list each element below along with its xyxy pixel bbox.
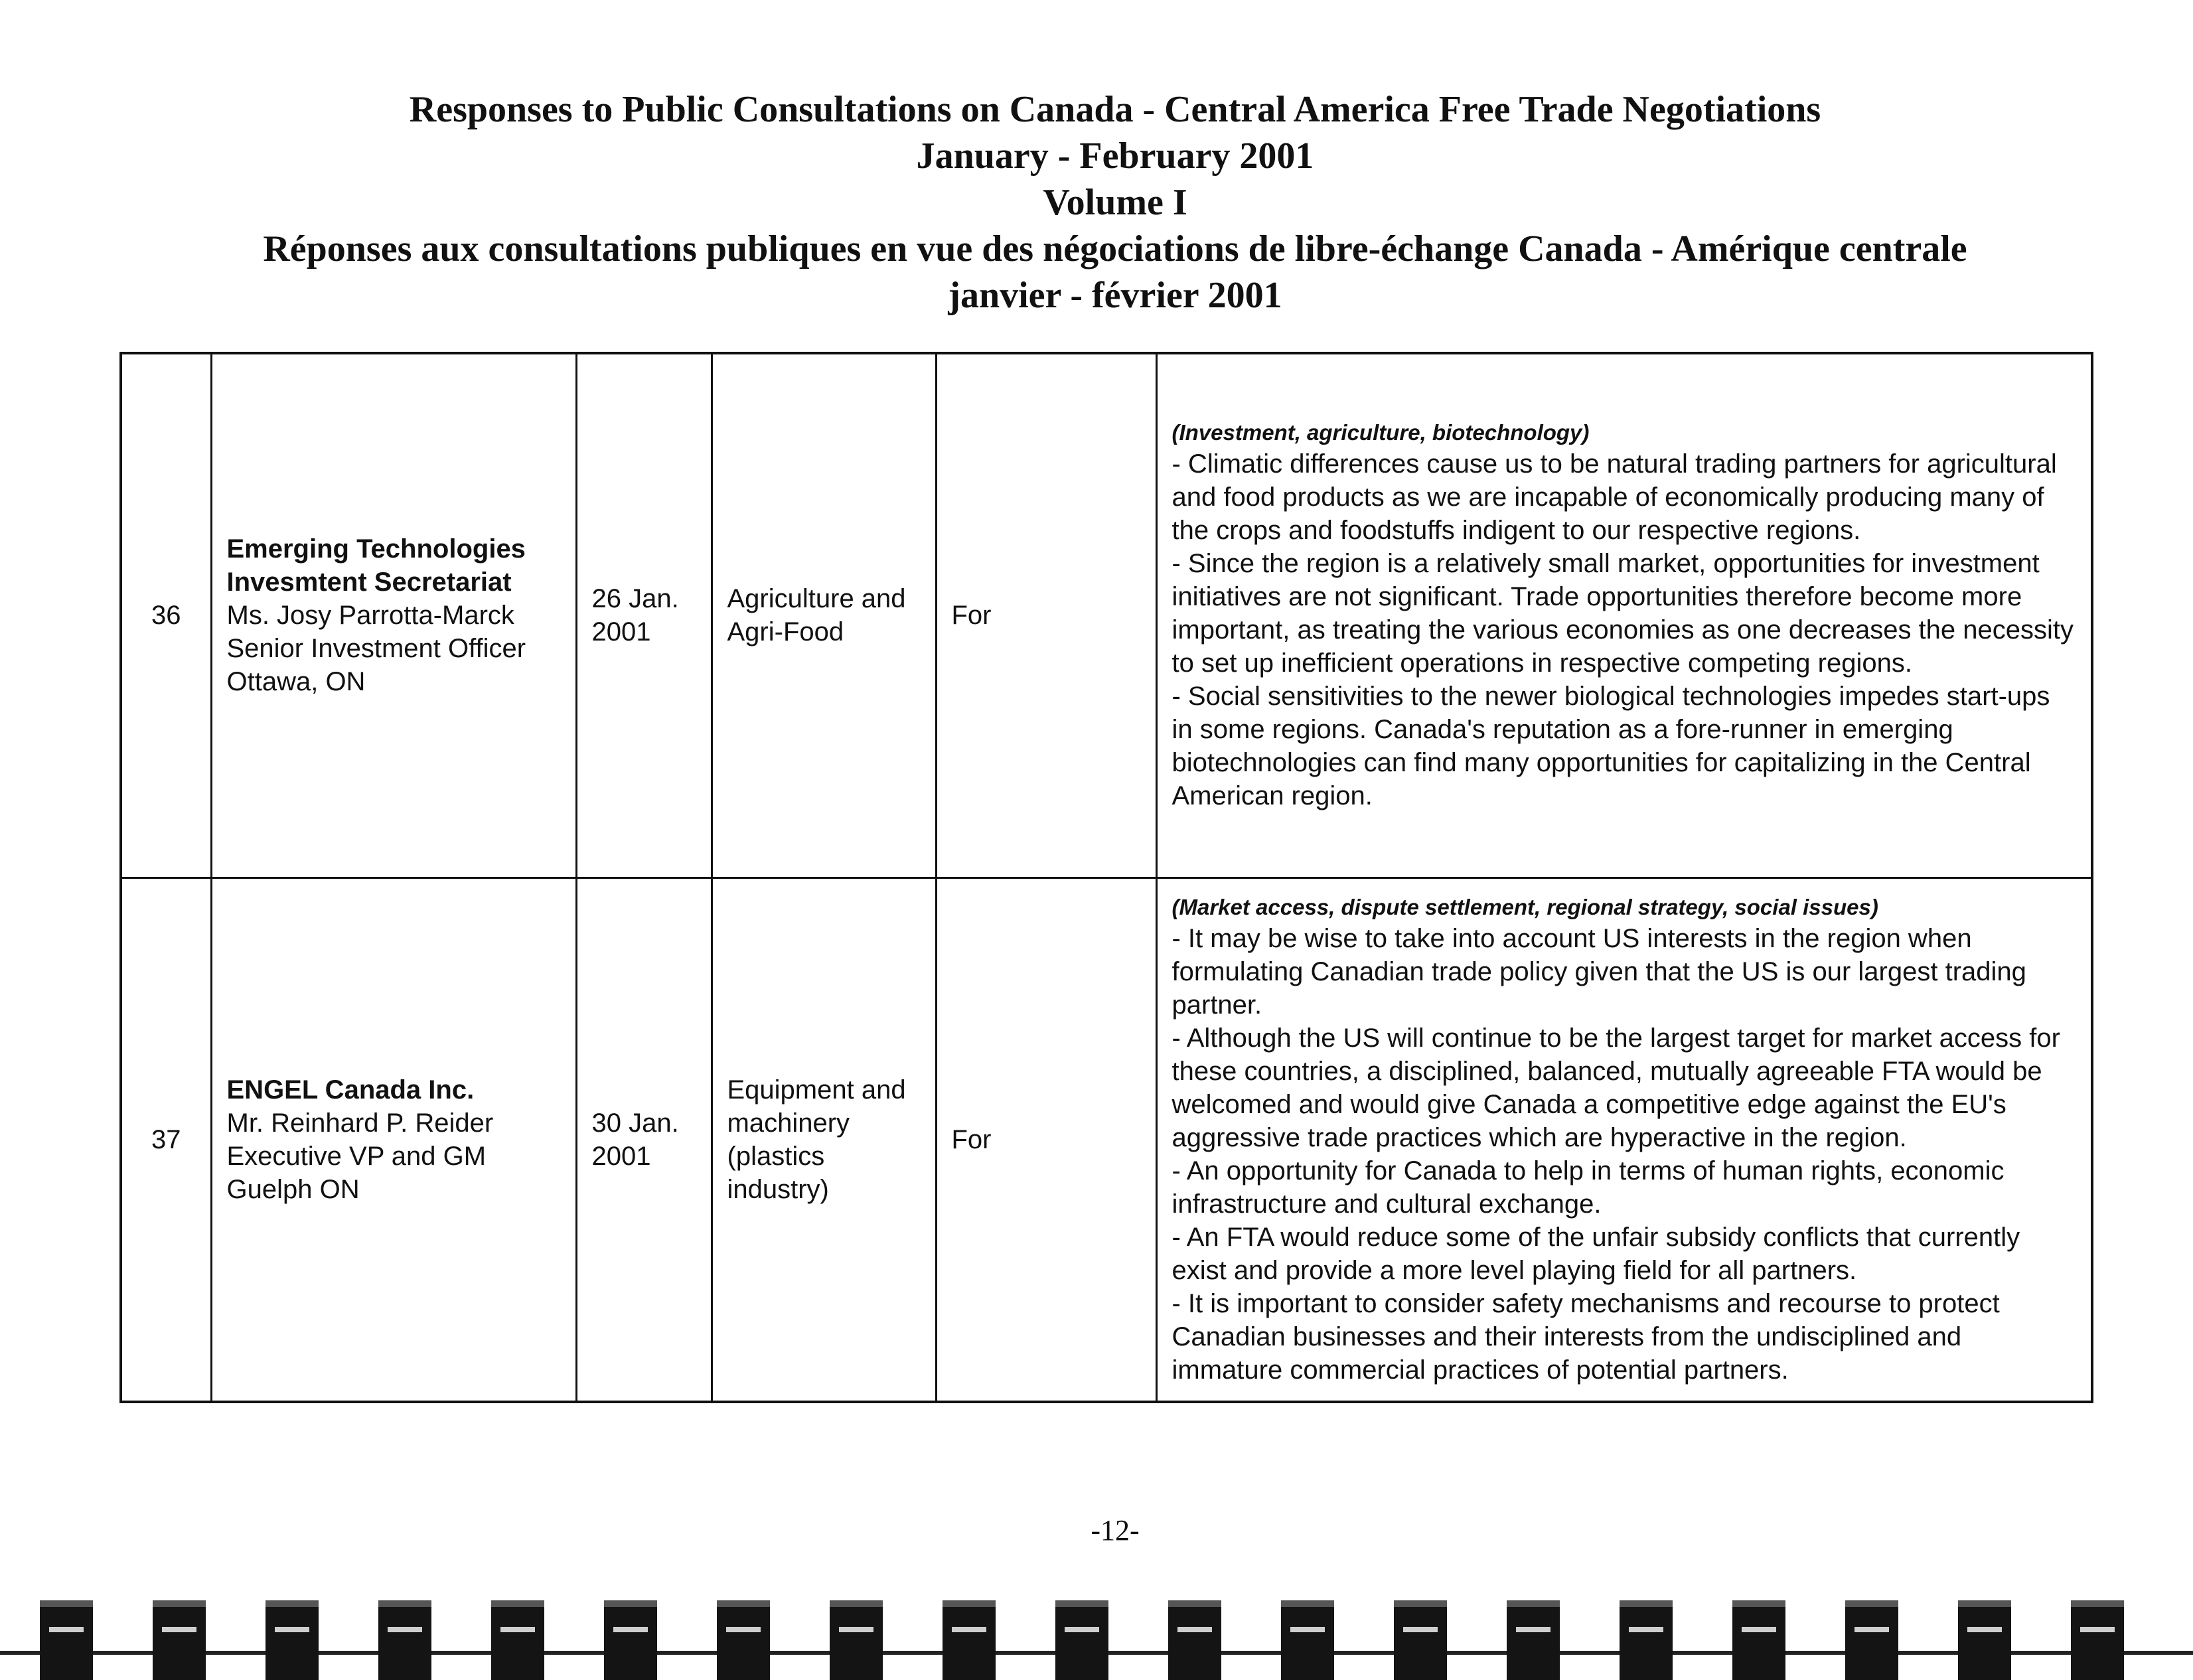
organization-name: Emerging Technologies Invesmtent Secretariat	[226, 534, 526, 597]
comment-point: - Climatic differences cause us to be natural trading partners for agricultural and food products as we are incapable of economically producing many of the crops and foodstuffs indigent to our respective regions.	[1172, 449, 2057, 546]
submission-date: 30 Jan. 2001	[576, 878, 712, 1402]
binding-ring	[830, 1600, 883, 1680]
comments-cell	[1156, 353, 2092, 878]
binding-ring	[1055, 1600, 1108, 1680]
binding-ring	[1168, 1600, 1221, 1680]
comment-point: - Social sensitivities to the newer biological technologies impedes start-ups in some regions. Canada's reputation as a fore-runner in emerging biotechnologies can find many opportunities for capitalizing in the Central American region.	[1172, 682, 2050, 811]
row-number: 36	[121, 353, 211, 878]
topics-label: (Investment, agriculture, biotechnology)	[1172, 420, 1590, 445]
volume-label: Volume I	[1043, 182, 1187, 223]
binding-ring	[491, 1600, 544, 1680]
binding-ring	[2071, 1600, 2124, 1680]
topics-label: (Market access, dispute settlement, regional strategy, social issues)	[1172, 894, 1878, 919]
comment-point: - It may be wise to take into account US interests in the region when formulating Canadian trade policy given that the US is our largest trading partner.	[1172, 923, 2026, 1020]
contact-title: Executive VP and GM	[226, 1141, 487, 1171]
comment-point: - An FTA would reduce some of the unfair subsidy conflicts that currently exist and provide a more level playing field for all partners.	[1172, 1222, 2020, 1285]
comments-cell	[1156, 878, 2092, 1402]
binding-ring	[1620, 1600, 1673, 1680]
contact-location: Guelph ON	[226, 1174, 360, 1204]
binding-ring	[604, 1600, 657, 1680]
binding-ring	[1281, 1600, 1334, 1680]
binding-ring	[717, 1600, 770, 1680]
comment-point: - An opportunity for Canada to help in terms of human rights, economic infrastructure and cultural exchange.	[1172, 1156, 2004, 1219]
comment-point: - Although the US will continue to be the largest target for market access for these countries, a disciplined, balanced, mutually agreeable FTA would be welcomed and would give Canada a competitive edge against the EU's aggressive trade practices which are hyperactive in the region.	[1172, 1023, 2060, 1152]
fta-position: For	[936, 353, 1156, 878]
organization-name: ENGEL Canada Inc.	[226, 1075, 475, 1105]
contact-title: Senior Investment Officer	[226, 634, 526, 664]
table-row	[121, 878, 2092, 1402]
table-row	[121, 353, 2092, 878]
binding-ring	[1507, 1600, 1560, 1680]
binding-ring	[378, 1600, 431, 1680]
contact-name: Ms. Josy Parrotta-Marck	[226, 601, 514, 631]
comment-point: - It is important to consider safety mechanisms and recourse to protect Canadian businesses and their interests from the undisciplined and immature commercial practices of potential partners.	[1172, 1288, 2000, 1385]
binding-ring	[1958, 1600, 2011, 1680]
binding-ring	[153, 1600, 206, 1680]
sector-cell: Agriculture and Agri-Food	[712, 353, 936, 878]
title-french: Réponses aux consultations publiques en vue des négociations de libre-échange Canada - Amérique centrale	[263, 228, 1967, 269]
contact-name: Mr. Reinhard P. Reider	[226, 1108, 494, 1138]
binding-ring	[40, 1600, 93, 1680]
row-number: 37	[121, 878, 211, 1402]
contact-location: Ottawa, ON	[226, 667, 366, 697]
spiral-binding	[0, 1596, 2193, 1673]
comment-point: - Since the region is a relatively small market, opportunities for investment initiatives are not significant. Trade opportunities therefore become more important, as treating the various economies as one decreases the necessity to set up inefficient operations in respective competing regions.	[1172, 549, 2074, 678]
binding-ring	[943, 1600, 996, 1680]
submission-date: 26 Jan. 2001	[576, 353, 712, 878]
submitter-cell	[211, 353, 576, 878]
consultation-table	[119, 352, 2093, 1403]
submitter-cell	[211, 878, 576, 1402]
binding-ring	[265, 1600, 319, 1680]
binding-ring	[1394, 1600, 1447, 1680]
binding-ring	[1845, 1600, 1898, 1680]
page-number: -12-	[1091, 1514, 1140, 1547]
sector-cell: Equipment and machinery (plastics industry)	[712, 878, 936, 1402]
title-english: Responses to Public Consultations on Canada - Central America Free Trade Negotiations	[409, 89, 1821, 130]
document-header	[0, 86, 2193, 319]
period-french: janvier - février 2001	[948, 275, 1282, 316]
fta-position: For	[936, 878, 1156, 1402]
period-english: January - February 2001	[916, 135, 1314, 177]
binding-ring	[1732, 1600, 1785, 1680]
